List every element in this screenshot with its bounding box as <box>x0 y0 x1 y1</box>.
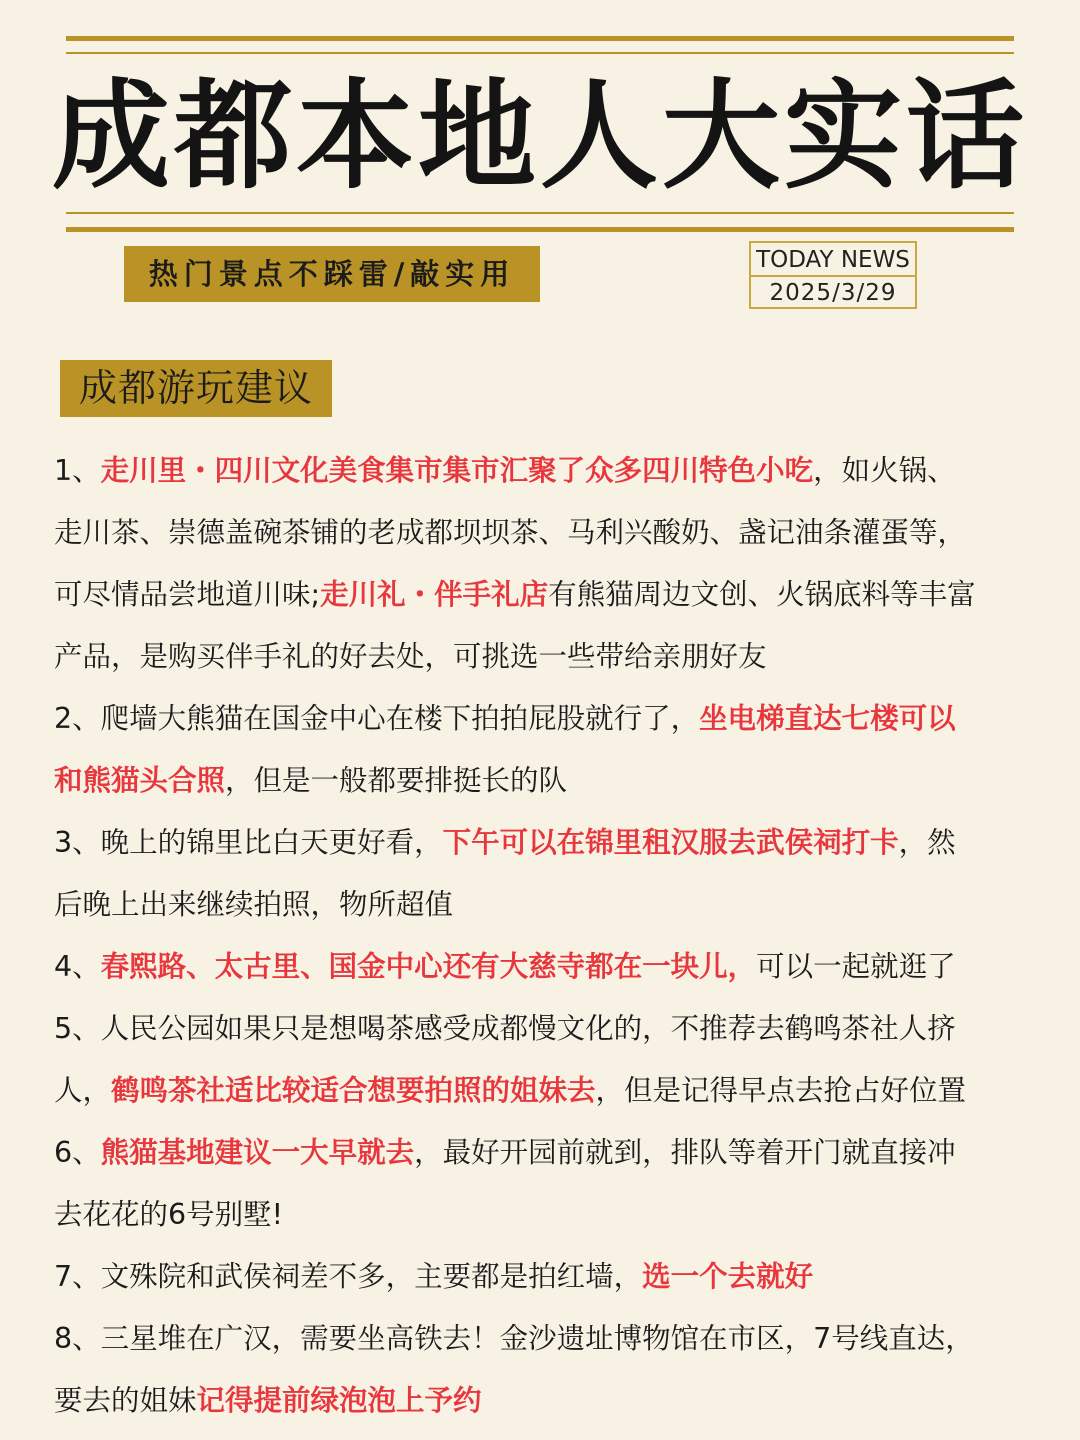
tip-highlight: 熊猫基地建议一大早就去 <box>100 1136 415 1169</box>
tip-line <box>54 1122 1044 1184</box>
tip-text: ，然 <box>898 826 956 859</box>
today-news-label: TODAY NEWS <box>756 247 910 273</box>
tip-highlight: 下午可以在锦里租汉服去武侯祠打卡 <box>442 826 899 859</box>
tip-highlight: 坐电梯直达七楼可以 <box>699 702 956 735</box>
tips-list <box>54 440 1044 1432</box>
tip-text: 4、 <box>54 950 101 983</box>
tip-highlight: 选一个去就好 <box>642 1260 814 1293</box>
tip-highlight: 走川礼・伴手礼店 <box>320 578 549 611</box>
tip-line <box>54 502 1044 564</box>
tip-text: 要去的姐妹 <box>54 1384 197 1417</box>
tip-text: ，但是一般都要排挺长的队 <box>225 764 568 797</box>
tip-highlight: 和熊猫头合照 <box>54 764 226 797</box>
tip-text: 产品，是购买伴手礼的好去处，可挑选一些带给亲朋好友 <box>54 640 767 673</box>
news-box-divider <box>751 275 915 277</box>
page-title: 成都本地人大实话 <box>51 67 1028 205</box>
tip-highlight: 春熙路、太古里、国金中心还有大慈寺都在一块儿， <box>100 950 757 983</box>
tip-text: 1、 <box>54 454 101 487</box>
tip-line <box>54 750 1044 812</box>
tip-text: 8、三星堆在广汉，需要坐高铁去！金沙遗址博物馆在市区，7号线直达， <box>54 1322 974 1355</box>
tip-highlight: 走川里・四川文化美食集市集市汇聚了众多四川特色小吃 <box>100 454 814 487</box>
tip-line <box>54 1308 1044 1370</box>
tip-text: 去花花的6号别墅! <box>54 1198 284 1231</box>
tip-text: ，最好开园前就到，排队等着开门就直接冲 <box>414 1136 956 1169</box>
bottom-gold-rule-thick <box>66 227 1014 232</box>
news-date: 2025/3/29 <box>769 280 897 306</box>
tip-highlight: 记得提前绿泡泡上予约 <box>196 1384 482 1417</box>
tip-highlight: 鹤鸣茶社适比较适合想要拍照的姐妹去 <box>111 1074 596 1107</box>
tip-text: 5、人民公园如果只是想喝茶感受成都慢文化的，不推荐去鹤鸣茶社人挤 <box>54 1012 956 1045</box>
tip-text: 3、晚上的锦里比白天更好看， <box>54 826 443 859</box>
tip-text: 2、爬墙大熊猫在国金中心在楼下拍拍屁股就行了， <box>54 702 700 735</box>
tip-text: ，但是记得早点去抢占好位置 <box>595 1074 967 1107</box>
tip-text: 有熊猫周边文创、火锅底料等丰富 <box>548 578 976 611</box>
tip-line <box>54 874 1044 936</box>
tip-line <box>54 1246 1044 1308</box>
tip-text: 可以一起就逛了 <box>756 950 956 983</box>
tip-line <box>54 812 1044 874</box>
tip-line <box>54 626 1044 688</box>
top-gold-rule-thin <box>66 52 1014 54</box>
top-gold-rule-thick <box>66 36 1014 41</box>
tip-text: 后晚上出来继续拍照，物所超值 <box>54 888 454 921</box>
tip-line <box>54 1060 1044 1122</box>
tip-text: 可尽情品尝地道川味; <box>54 578 321 611</box>
today-news-box <box>749 241 917 309</box>
tip-line <box>54 440 1044 502</box>
bottom-gold-rule-thin <box>66 212 1014 214</box>
tip-line <box>54 564 1044 626</box>
section-title: 成都游玩建议 <box>60 360 332 417</box>
tagline-banner: 热门景点不踩雷/敲实用 <box>124 246 540 302</box>
tip-text: 人， <box>54 1074 112 1107</box>
tip-text: 走川茶、崇德盖碗茶铺的老成都坝坝茶、马利兴酸奶、盏记油条灌蛋等， <box>54 516 967 549</box>
tip-line <box>54 936 1044 998</box>
tip-text: 7、文殊院和武侯祠差不多，主要都是拍红墙， <box>54 1260 643 1293</box>
tip-line <box>54 688 1044 750</box>
tip-line <box>54 1184 1044 1246</box>
tip-text: 6、 <box>54 1136 101 1169</box>
tip-line <box>54 998 1044 1060</box>
tip-text: ，如火锅、 <box>813 454 956 487</box>
tip-line <box>54 1370 1044 1432</box>
